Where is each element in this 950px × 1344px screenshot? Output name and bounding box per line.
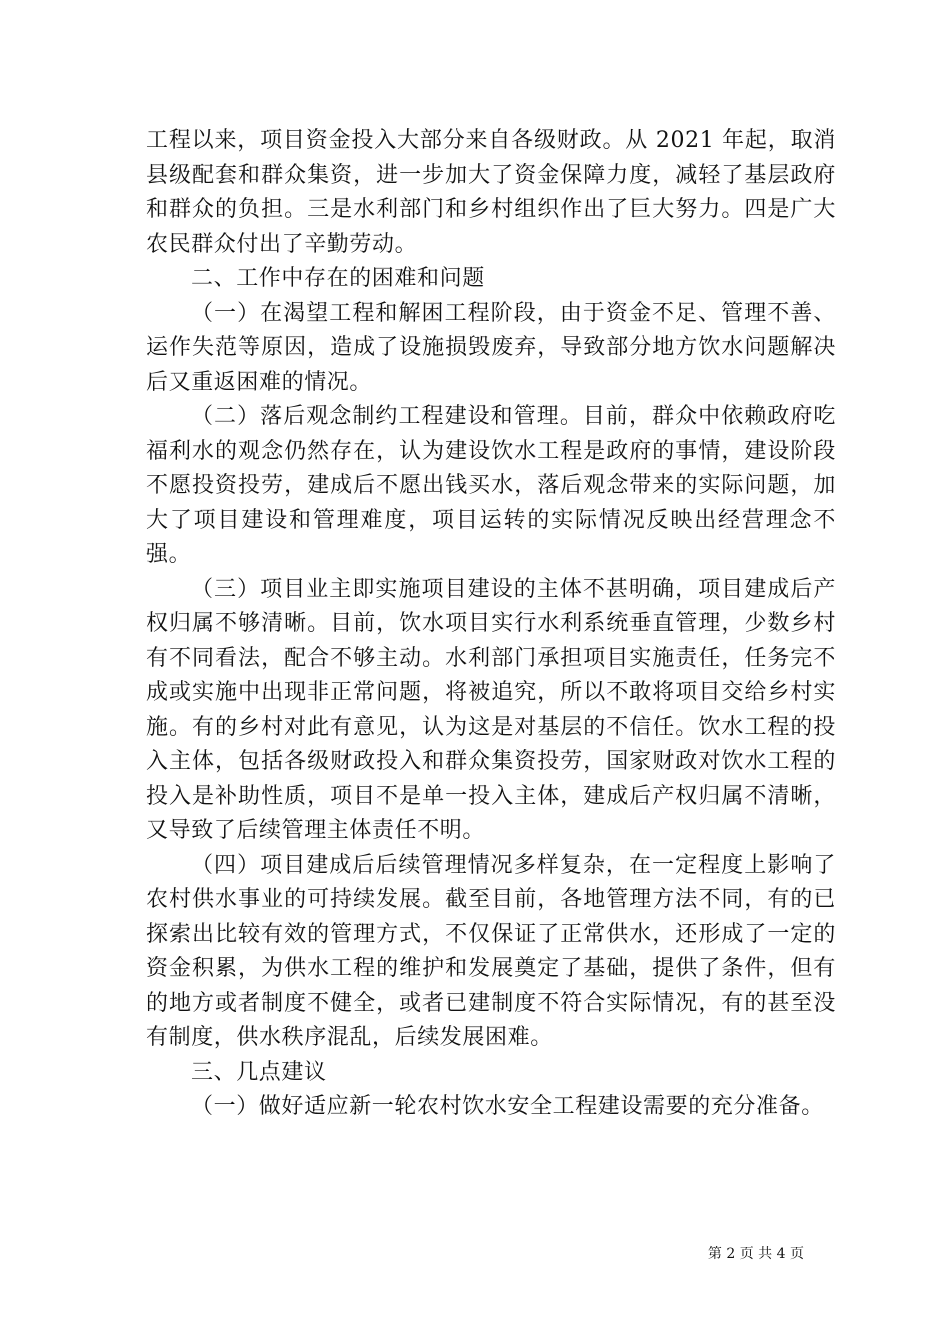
page-number-footer: 第 2 页 共 4 页 <box>707 1246 804 1262</box>
section-heading-problems: 二、工作中存在的困难和问题 <box>191 266 485 291</box>
paragraph-problem-3: （三）项目业主即实施项目建设的主体不甚明确，项目建成后产权归属不够清晰。目前，饮水项目实行水利系统垂直管理，少数乡村有不同看法，配合不够主动。水利部门承担项目实施责任，任务完不成或实施中出现非正常问题，将被追究，所以不敢将项目交给乡村实施。有的乡村对此有意见，认为这是对基层的不信任。饮水工程的投入主体，包括各级财政投入和群众集资投劳，国家财政对饮水工程的投入是补助性质，项目不是单一投入主体，建成后产权归属不清晰，又导致了后续管理主体责任不明。 <box>146 576 836 843</box>
section-heading-suggestions: 三、几点建议 <box>191 1059 327 1085</box>
paragraph-problem-2: （二）落后观念制约工程建设和管理。目前，群众中依赖政府吃福利水的观念仍然存在，认为建设饮水工程是政府的事情，建设阶段不愿投资投劳，建成后不愿出钱买水，落后观念带来的实际问题，加大了项目建设和管理难度，项目运转的实际情况反映出经营理念不强。 <box>146 404 836 567</box>
document-body <box>146 124 836 1125</box>
paragraph-problem-1: （一）在渴望工程和解困工程阶段，由于资金不足、管理不善、运作失范等原因，造成了设施损毁废弃，导致部分地方饮水问题解决后又重返困难的情况。 <box>146 300 836 395</box>
paragraph-problem-4: （四）项目建成后后续管理情况多样复杂，在一定程度上影响了农村供水事业的可持续发展。截至目前，各地管理方法不同，有的已探索出比较有效的管理方式，不仅保证了正常供水，还形成了一定的资金积累，为供水工程的维护和发展奠定了基础，提供了条件，但有的地方或者制度不健全，或者已建制度不符合实际情况，有的甚至没有制度，供水秩序混乱，后续发展困难。 <box>146 852 836 1050</box>
paragraph-suggestion-1: （一）做好适应新一轮农村饮水安全工程建设需要的充分准备。 <box>191 1094 824 1119</box>
paragraph-intro-continuation: 工程以来，项目资金投入大部分来自各级财政。从 2021 年起，取消县级配套和群众集资，进一步加大了资金保障力度，减轻了基层政府和群众的负担。三是水利部门和乡村组织作出了巨大努力。四是广大农民群众付出了辛勤劳动。 <box>146 128 836 257</box>
